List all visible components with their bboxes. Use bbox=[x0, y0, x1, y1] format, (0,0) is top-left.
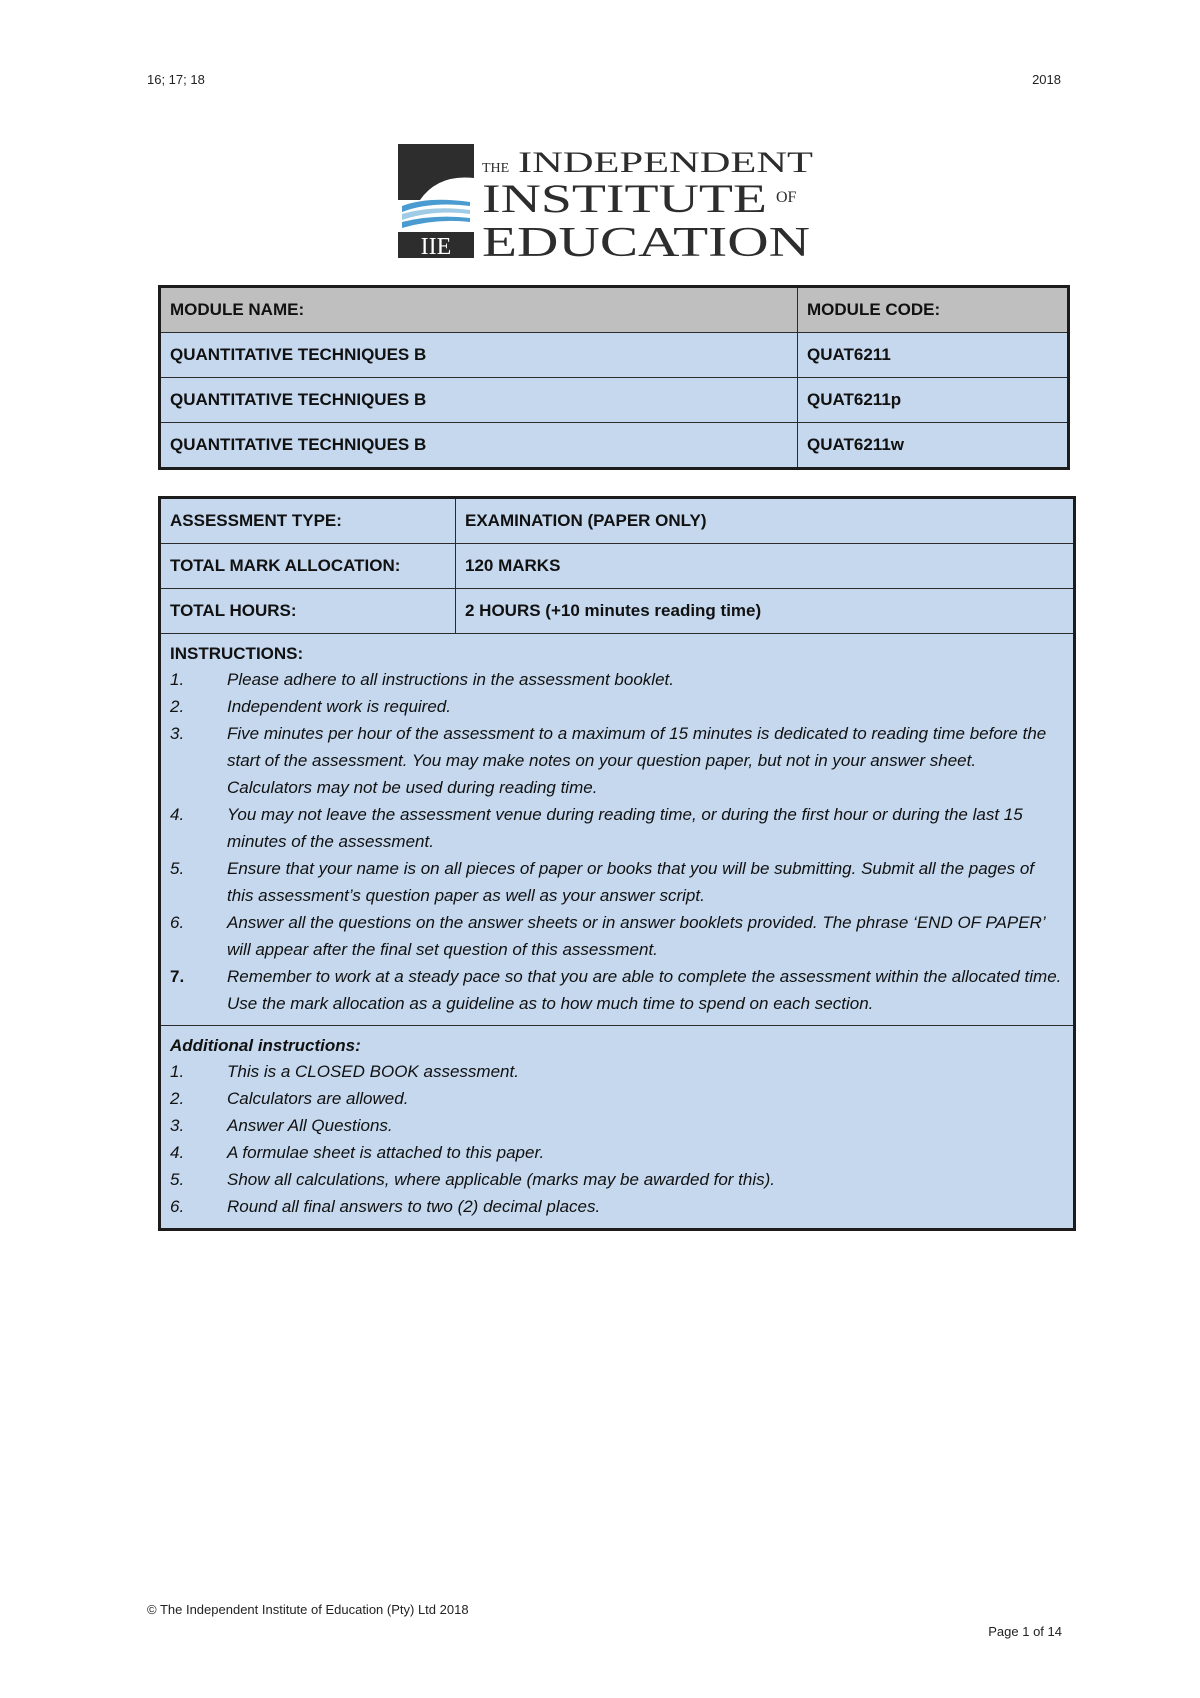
total-hours-value: 2 HOURS (+10 minutes reading time) bbox=[456, 589, 1075, 634]
assessment-type-value: EXAMINATION (PAPER ONLY) bbox=[456, 498, 1075, 544]
svg-text:EDUCATION: EDUCATION bbox=[482, 220, 810, 258]
assessment-table bbox=[158, 496, 1076, 1231]
module-table bbox=[158, 285, 1070, 470]
list-item bbox=[170, 693, 1064, 720]
list-item bbox=[170, 720, 1064, 801]
item-number: 2. bbox=[170, 697, 185, 716]
module-name-cell: QUANTITATIVE TECHNIQUES B bbox=[160, 333, 798, 378]
page-number: Page 1 of 14 bbox=[988, 1624, 1062, 1639]
module-code-cell: QUAT6211p bbox=[798, 378, 1069, 423]
item-number: 4. bbox=[170, 1143, 185, 1162]
list-item bbox=[170, 1193, 1064, 1220]
instructions-row bbox=[160, 634, 1075, 1026]
item-text: Answer All Questions. bbox=[227, 1116, 393, 1135]
list-item bbox=[170, 1058, 1064, 1085]
instructions-block bbox=[160, 634, 1075, 1026]
additional-instructions-title: Additional instructions: bbox=[170, 1036, 361, 1055]
item-number: 5. bbox=[170, 859, 185, 878]
svg-text:OF: OF bbox=[776, 189, 797, 206]
item-text: Ensure that your name is on all pieces of paper or books that you will be submitting. Submit all the pages of this assessment’s question paper as well as your answer script. bbox=[227, 859, 1035, 905]
header-year: 2018 bbox=[1032, 72, 1061, 87]
svg-text:THE: THE bbox=[482, 161, 510, 176]
svg-text:IIE: IIE bbox=[420, 234, 452, 258]
list-item bbox=[170, 1166, 1064, 1193]
module-code-cell: QUAT6211 bbox=[798, 333, 1069, 378]
list-item bbox=[170, 855, 1064, 909]
item-number: 1. bbox=[170, 1062, 185, 1081]
item-text: Answer all the questions on the answer sheets or in answer booklets provided. The phrase ‘END OF PAPER’ will appear after the final set question of this assessment. bbox=[227, 913, 1045, 959]
list-item bbox=[170, 963, 1064, 1017]
list-item bbox=[170, 1112, 1064, 1139]
table-row bbox=[160, 423, 1069, 469]
module-code-header: MODULE CODE: bbox=[798, 287, 1069, 333]
total-mark-value: 120 MARKS bbox=[456, 544, 1075, 589]
list-item bbox=[170, 801, 1064, 855]
item-number: 4. bbox=[170, 805, 185, 824]
item-text: Show all calculations, where applicable (marks may be awarded for this). bbox=[227, 1170, 776, 1189]
item-text: Remember to work at a steady pace so that you are able to complete the assessment within the allocated time. Use the mark allocation as a guideline as to how much time to spend on each section. bbox=[227, 967, 1062, 1013]
list-item bbox=[170, 666, 1064, 693]
list-item bbox=[170, 1085, 1064, 1112]
additional-instructions-row bbox=[160, 1026, 1075, 1230]
item-number: 1. bbox=[170, 670, 185, 689]
table-row bbox=[160, 498, 1075, 544]
assessment-type-label: ASSESSMENT TYPE: bbox=[160, 498, 456, 544]
total-hours-label: TOTAL HOURS: bbox=[160, 589, 456, 634]
table-row bbox=[160, 333, 1069, 378]
item-number: 6. bbox=[170, 1197, 185, 1216]
item-text: Please adhere to all instructions in the assessment booklet. bbox=[227, 670, 674, 689]
item-number: 2. bbox=[170, 1089, 185, 1108]
list-item bbox=[170, 1139, 1064, 1166]
additional-instructions-block bbox=[160, 1026, 1075, 1230]
table-row bbox=[160, 544, 1075, 589]
footer-copyright: © The Independent Institute of Education (Pty) Ltd 2018 bbox=[147, 1602, 469, 1617]
instructions-title: INSTRUCTIONS: bbox=[170, 644, 304, 663]
iie-logo-mark bbox=[398, 144, 474, 258]
item-text: Calculators are allowed. bbox=[227, 1089, 409, 1108]
item-text: A formulae sheet is attached to this paper. bbox=[227, 1143, 545, 1162]
svg-text:INDEPENDENT: INDEPENDENT bbox=[518, 146, 813, 179]
table-row bbox=[160, 589, 1075, 634]
module-name-cell: QUANTITATIVE TECHNIQUES B bbox=[160, 378, 798, 423]
item-number: 5. bbox=[170, 1170, 185, 1189]
module-code-cell: QUAT6211w bbox=[798, 423, 1069, 469]
table-row bbox=[160, 378, 1069, 423]
item-number: 3. bbox=[170, 1116, 185, 1135]
total-mark-label: TOTAL MARK ALLOCATION: bbox=[160, 544, 456, 589]
instructions-list bbox=[170, 666, 1064, 1017]
header-left-text: 16; 17; 18 bbox=[147, 72, 205, 87]
iie-logo bbox=[398, 144, 813, 258]
item-text: This is a CLOSED BOOK assessment. bbox=[227, 1062, 519, 1081]
item-text: Round all final answers to two (2) decimal places. bbox=[227, 1197, 601, 1216]
item-number: 6. bbox=[170, 913, 185, 932]
svg-text:INSTITUTE: INSTITUTE bbox=[482, 176, 767, 221]
item-number: 7. bbox=[170, 967, 185, 986]
module-name-cell: QUANTITATIVE TECHNIQUES B bbox=[160, 423, 798, 469]
item-text: Independent work is required. bbox=[227, 697, 451, 716]
list-item bbox=[170, 909, 1064, 963]
module-name-header: MODULE NAME: bbox=[160, 287, 798, 333]
item-text: You may not leave the assessment venue during reading time, or during the first hour or during the last 15 minutes of the assessment. bbox=[227, 805, 1023, 851]
item-number: 3. bbox=[170, 724, 185, 743]
item-text: Five minutes per hour of the assessment to a maximum of 15 minutes is dedicated to reading time before the start of the assessment. You may make notes on your question paper, but not in your answer sheet. Calculators may not be used during reading time. bbox=[227, 724, 1047, 797]
iie-logo-wordmark bbox=[482, 144, 813, 258]
additional-instructions-list bbox=[170, 1058, 1064, 1220]
